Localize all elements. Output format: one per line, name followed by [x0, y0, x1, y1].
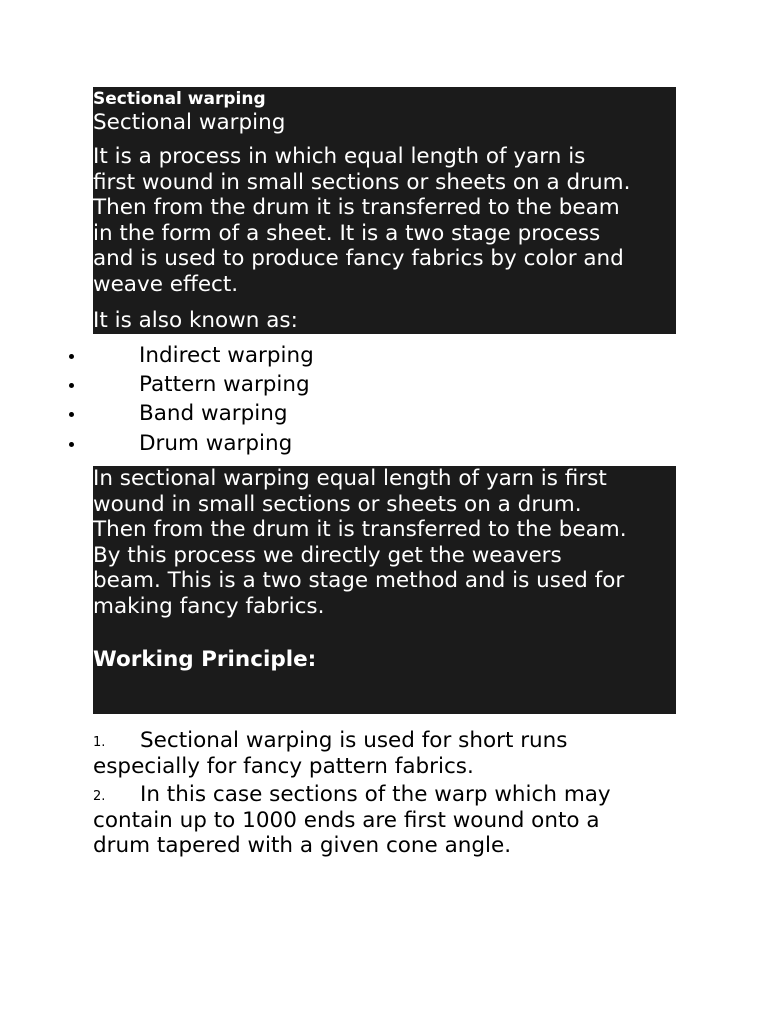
section-heading: Sectional warping: [93, 110, 286, 135]
numbered-item: [93, 728, 693, 779]
paragraph-line: drum tapered with a given cone angle.: [93, 833, 512, 859]
also-known-as-label: It is also known as:: [93, 308, 298, 333]
list-item-text: Drum warping: [139, 430, 293, 456]
list-number: 1.: [93, 735, 106, 750]
paragraph-line: Then from the drum it is transferred to the beam.: [93, 517, 627, 543]
list-item: [0, 370, 768, 399]
numbered-item: [93, 782, 693, 859]
paragraph-line: in the form of a sheet. It is a two stage process: [93, 220, 601, 246]
paragraph-line: In sectional warping equal length of yarn is first: [93, 466, 607, 491]
list-item-text: Pattern warping: [139, 372, 310, 398]
numbered-item-text: [93, 782, 693, 859]
list-item-text: Band warping: [139, 401, 288, 427]
paragraph-line: weave effect.: [93, 271, 239, 297]
description-paragraph: [93, 466, 683, 620]
paragraph-line: and is used to produce fancy fabrics by color and: [93, 246, 624, 272]
paragraph-line: wound in small sections or sheets on a drum.: [93, 491, 582, 517]
paragraph-line: making fancy fabrics.: [93, 593, 325, 619]
paragraph-line: beam. This is a two stage method and is used for: [93, 568, 625, 594]
working-principle-heading: Working Principle:: [93, 647, 317, 672]
paragraph-line: In this case sections of the warp which may: [140, 782, 611, 808]
paragraph-line: especially for fancy pattern fabrics.: [93, 753, 474, 779]
paragraph-line: Then from the drum it is transferred to the beam: [93, 195, 620, 221]
paragraph-line: contain up to 1000 ends are first wound onto a: [93, 807, 600, 833]
list-item-text: Indirect warping: [139, 343, 314, 368]
paragraph-line: It is a process in which equal length of yarn is: [93, 144, 586, 169]
bullet-icon: [69, 383, 74, 388]
intro-highlight-block: [93, 87, 676, 334]
bullet-icon: [69, 442, 74, 447]
list-number: 2.: [93, 789, 106, 805]
bullet-icon: [69, 354, 74, 359]
intro-paragraph: [93, 144, 683, 298]
paragraph-line: Sectional warping is used for short runs: [140, 728, 568, 753]
paragraph-line: first wound in small sections or sheets on a drum.: [93, 169, 631, 195]
bullet-icon: [69, 412, 74, 417]
section-heading-small: Sectional warping: [93, 89, 266, 109]
alternate-names-list: [0, 341, 768, 458]
numbered-item-text: [93, 728, 693, 779]
list-item: [0, 429, 768, 458]
list-item: [0, 341, 768, 370]
list-item: [0, 399, 768, 428]
description-highlight-block: [93, 466, 676, 714]
principle-steps-list: [93, 728, 693, 862]
paragraph-line: By this process we directly get the weavers: [93, 542, 562, 568]
